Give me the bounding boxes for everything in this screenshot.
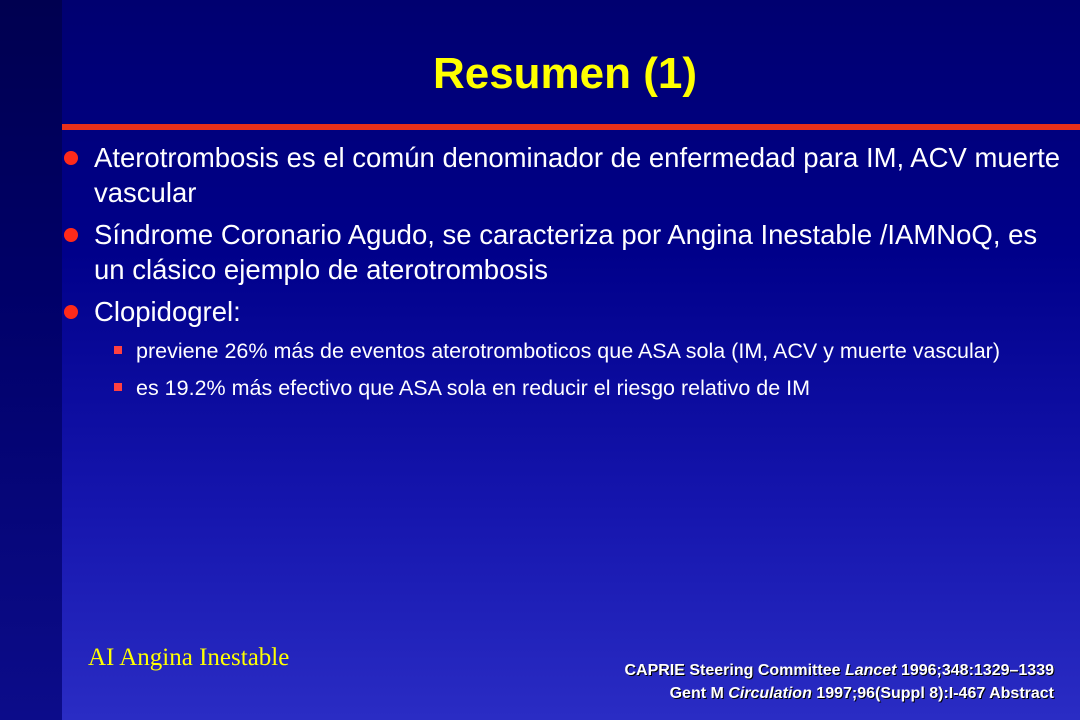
bullet-text: Síndrome Coronario Agudo, se caracteriza por Angina Inestable /IAMNoQ, es un clásico ejemplo de aterotrombosis xyxy=(94,219,1038,285)
left-strip xyxy=(0,0,62,720)
bullet-item xyxy=(62,217,1062,287)
square-bullet-icon xyxy=(114,346,122,354)
bullet-dot-icon xyxy=(64,305,78,319)
bullet-text: Aterotrombosis es el común denominador de enfermedad para IM, ACV muerte vascular xyxy=(94,142,1061,208)
bullet-dot-icon xyxy=(64,228,78,242)
abbreviation-note: AI Angina Inestable xyxy=(88,644,290,671)
slide-content xyxy=(62,140,1062,409)
bullet-item xyxy=(62,294,1062,329)
reference-1: CAPRIE Steering Committee Lancet 1996;348:1329–1339 xyxy=(624,662,1054,679)
bullet-dot-icon xyxy=(64,151,78,165)
square-bullet-icon xyxy=(114,383,122,391)
sub-bullet-item xyxy=(102,337,1062,366)
bullet-text: Clopidogrel: xyxy=(94,296,241,327)
references xyxy=(624,659,1054,705)
title-divider xyxy=(62,124,1080,130)
sub-bullet-text: previene 26% más de eventos aterotromboticos que ASA sola (IM, ACV y muerte vascular) xyxy=(136,339,1000,363)
reference-2: Gent M Circulation 1997;96(Suppl 8):I-467 Abstract xyxy=(669,685,1054,702)
sub-bullet-item xyxy=(102,374,1062,403)
slide-title: Resumen (1) xyxy=(432,49,698,98)
bullet-item xyxy=(62,140,1062,210)
sub-bullet-text: es 19.2% más efectivo que ASA sola en reducir el riesgo relativo de IM xyxy=(136,376,811,400)
